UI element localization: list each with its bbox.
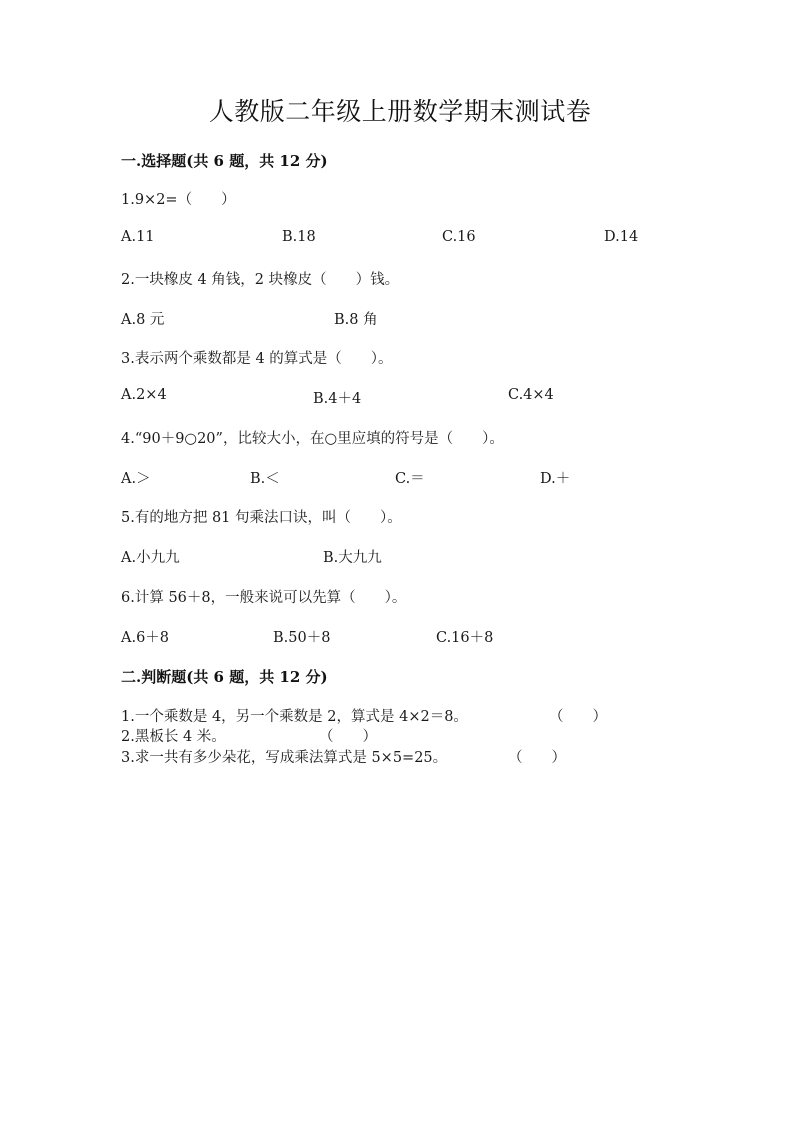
q6-option-b: B.50＋8 bbox=[273, 630, 331, 646]
q4-option-d: D.＋ bbox=[540, 471, 571, 487]
q6-option-c: C.16＋8 bbox=[436, 630, 494, 646]
q4-option-c: C.＝ bbox=[395, 471, 425, 487]
page-title: 人教版二年级上册数学期末测试卷 bbox=[208, 97, 592, 126]
q3-option-a: A.2×4 bbox=[121, 387, 167, 403]
judgment-2-blank: （ ） bbox=[319, 729, 377, 745]
q4-option-a: A.＞ bbox=[121, 471, 151, 487]
question-1: 1.9×2=（ ） bbox=[121, 192, 236, 208]
q1-option-c: C.16 bbox=[442, 229, 476, 245]
q5-option-a: A.小九九 bbox=[121, 550, 180, 566]
judgment-3-blank: （ ） bbox=[508, 750, 566, 766]
q4-option-b: B.＜ bbox=[250, 471, 280, 487]
judgment-1: 1.一个乘数是 4，另一个乘数是 2，算式是 4×2＝8。 bbox=[121, 709, 468, 725]
section-heading-judgment: 二.判断题(共 6 题，共 12 分) bbox=[121, 668, 328, 686]
q1-option-d: D.14 bbox=[604, 229, 639, 245]
question-4: 4.“90＋9○20”，比较大小，在○里应填的符号是（ ）。 bbox=[121, 431, 504, 447]
question-3: 3.表示两个乘数都是 4 的算式是（ ）。 bbox=[121, 351, 393, 367]
q3-option-b: B.4＋4 bbox=[313, 391, 362, 407]
judgment-3: 3.求一共有多少朵花，写成乘法算式是 5×5=25。 bbox=[121, 750, 448, 766]
question-5: 5.有的地方把 81 句乘法口诀，叫（ ）。 bbox=[121, 510, 402, 526]
section-heading-choice: 一.选择题(共 6 题，共 12 分) bbox=[121, 152, 328, 170]
q2-option-b: B.8 角 bbox=[334, 312, 378, 328]
question-6: 6.计算 56＋8，一般来说可以先算（ ）。 bbox=[121, 590, 407, 606]
q3-option-c: C.4×4 bbox=[508, 387, 554, 403]
judgment-1-blank: （ ） bbox=[549, 709, 607, 725]
q5-option-b: B.大九九 bbox=[323, 550, 382, 566]
question-2: 2.一块橡皮 4 角钱，2 块橡皮（ ）钱。 bbox=[121, 272, 400, 288]
q2-option-a: A.8 元 bbox=[121, 312, 165, 328]
q1-option-a: A.11 bbox=[121, 229, 155, 245]
q1-option-b: B.18 bbox=[282, 229, 316, 245]
q6-option-a: A.6＋8 bbox=[121, 630, 170, 646]
judgment-2: 2.黑板长 4 米。 bbox=[121, 729, 226, 745]
